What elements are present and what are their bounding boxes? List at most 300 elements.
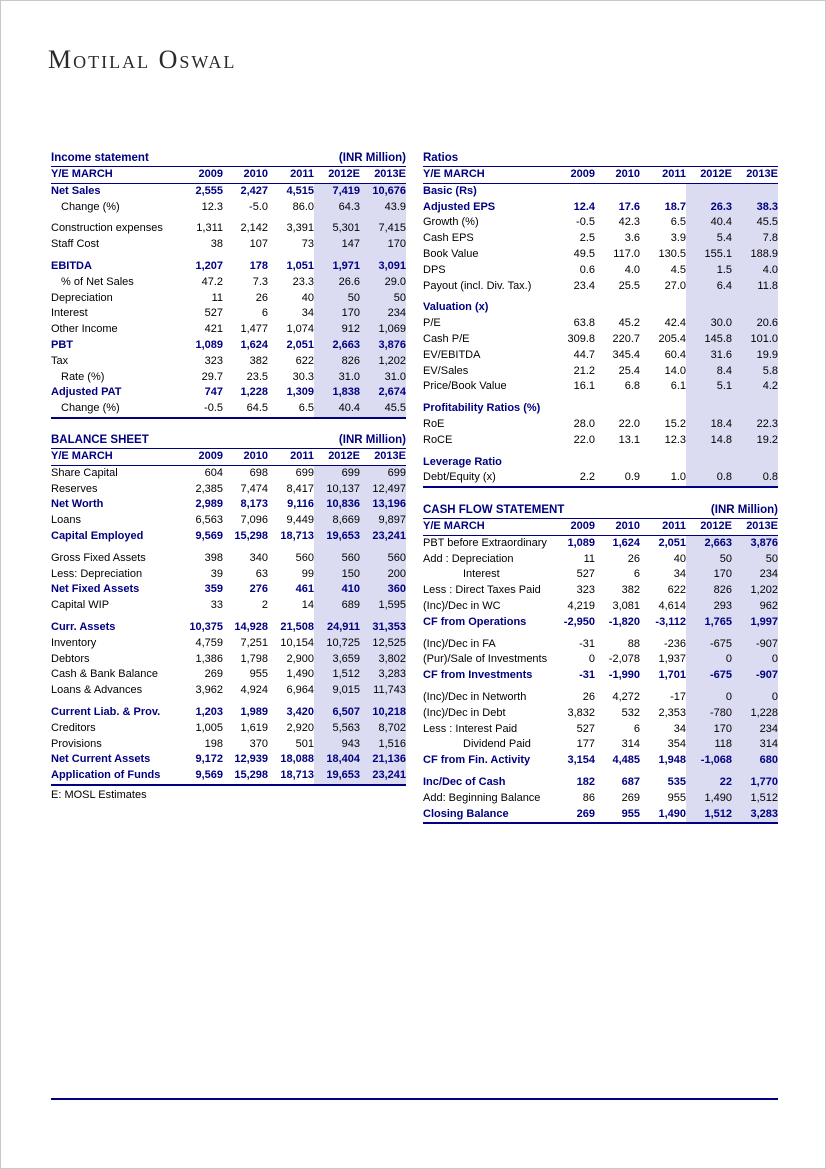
- cell-value: 2,900: [286, 652, 314, 665]
- table-row: [423, 263, 778, 279]
- row-label: Valuation (x): [423, 301, 489, 314]
- cell-value: 3,802: [360, 652, 406, 668]
- cell-value: 3,283: [732, 807, 778, 824]
- cell-value: 23.5: [246, 370, 268, 383]
- table-row: [423, 583, 778, 599]
- column-header: 2013E: [360, 449, 406, 466]
- table-row: [51, 401, 406, 418]
- table-unit: (INR Million): [338, 434, 406, 446]
- cell-value: 1,477: [240, 323, 268, 336]
- cell-value: [686, 455, 732, 471]
- cell-value: -31: [579, 637, 595, 650]
- cell-value: 50: [686, 552, 732, 568]
- cell-value: 26.6: [314, 275, 360, 291]
- row-label: Net Current Assets: [51, 753, 151, 766]
- cell-value: 118: [686, 737, 732, 753]
- cell-value: 1,089: [567, 536, 595, 549]
- cell-value: [640, 455, 686, 471]
- cell-value: 1,386: [195, 652, 223, 665]
- cell-value: 15,298: [234, 529, 268, 542]
- cell-value: 10,676: [360, 183, 406, 199]
- cell-value: 359: [204, 583, 223, 596]
- cell-value: 2,142: [240, 222, 268, 235]
- row-label: (Inc)/Dec in Networth: [423, 690, 527, 703]
- cell-value: [640, 183, 686, 199]
- cell-value: 1,202: [732, 583, 778, 599]
- cell-value: 117.0: [613, 247, 640, 260]
- cell-value: 276: [249, 583, 268, 596]
- cell-value: 0.9: [624, 471, 640, 484]
- cell-value: 20.6: [732, 316, 778, 332]
- cell-value: 1,228: [240, 386, 268, 399]
- cell-value: 699: [360, 465, 406, 481]
- table-row: [423, 775, 778, 791]
- financial-table: [423, 166, 778, 488]
- cell-value: 170: [360, 237, 406, 253]
- cell-value: 31.0: [360, 370, 406, 386]
- table-row: [423, 348, 778, 364]
- cell-value: 1,512: [686, 807, 732, 824]
- cell-value: 88: [627, 637, 640, 650]
- estimates-footnote: E: MOSL Estimates: [51, 788, 147, 801]
- cell-value: 6,563: [195, 514, 223, 527]
- row-label: Other Income: [51, 323, 118, 336]
- cell-value: 0.6: [579, 263, 595, 276]
- row-label: Profitability Ratios (%): [423, 402, 541, 415]
- row-label: Cash P/E: [423, 332, 470, 345]
- row-label: Capital WIP: [51, 599, 110, 612]
- cell-value: 370: [249, 737, 268, 750]
- cell-value: 1,490: [686, 791, 732, 807]
- table-row: [423, 215, 778, 231]
- cell-value: 9,015: [314, 683, 360, 699]
- column-header: 2010: [223, 167, 268, 184]
- column-header: 2010: [223, 449, 268, 466]
- cell-value: 360: [360, 582, 406, 598]
- cell-value: 1,948: [658, 754, 686, 767]
- column-header: 2013E: [732, 167, 778, 184]
- cell-value: -31: [579, 669, 595, 682]
- cell-value: 1,989: [240, 705, 268, 718]
- table-row: [51, 237, 406, 253]
- row-label: Rate (%): [61, 370, 105, 383]
- row-label: Less: Depreciation: [51, 567, 143, 580]
- cell-value: 340: [249, 551, 268, 564]
- cell-value: 4.0: [732, 263, 778, 279]
- cell-value: 1,309: [286, 386, 314, 399]
- row-label: Change (%): [61, 402, 120, 415]
- column-header: 2010: [595, 167, 640, 184]
- table-row: [423, 316, 778, 332]
- table-row: [423, 668, 778, 684]
- table-row: [423, 706, 778, 722]
- cell-value: 6,507: [314, 705, 360, 721]
- cell-value: 3,420: [286, 705, 314, 718]
- table-unit: (INR Million): [710, 504, 778, 516]
- table-row: [51, 221, 406, 237]
- cell-value: 30.3: [292, 370, 314, 383]
- cell-value: 220.7: [612, 332, 640, 345]
- cell-value: 31,353: [360, 620, 406, 636]
- cell-value: 23,241: [360, 768, 406, 785]
- cell-value: 6.5: [298, 402, 314, 415]
- financial-table: [51, 448, 406, 786]
- cell-value: 7,415: [360, 221, 406, 237]
- row-label: Net Sales: [51, 184, 101, 197]
- header-row: [51, 167, 406, 184]
- cell-value: 0: [686, 652, 732, 668]
- cell-value: 912: [314, 322, 360, 338]
- column-header: Y/E MARCH: [423, 519, 550, 536]
- table-row: [51, 306, 406, 322]
- cell-value: -1,990: [608, 669, 640, 682]
- cell-value: 18,713: [280, 769, 314, 782]
- table-title-bar: [51, 149, 406, 166]
- cell-value: 1,311: [196, 222, 223, 235]
- cell-value: 188.9: [732, 247, 778, 263]
- cell-value: 0.8: [686, 470, 732, 487]
- cell-value: 560: [295, 551, 314, 564]
- cell-value: 19,653: [314, 529, 360, 545]
- column-header: Y/E MARCH: [51, 449, 178, 466]
- cell-value: 8,173: [240, 498, 268, 511]
- row-label: RoE: [423, 417, 445, 430]
- column-header: Y/E MARCH: [423, 167, 550, 184]
- cell-value: 16.1: [573, 380, 595, 393]
- cell-value: 7,419: [314, 183, 360, 199]
- cell-value: 19,653: [314, 768, 360, 785]
- cell-value: 826: [686, 583, 732, 599]
- cell-value: 205.4: [658, 332, 686, 345]
- table-row: [423, 332, 778, 348]
- cell-value: -1,820: [608, 615, 640, 628]
- row-label: Provisions: [51, 737, 102, 750]
- cell-value: 1,089: [195, 338, 223, 351]
- cell-value: 40: [673, 552, 686, 565]
- column-header: 2009: [550, 167, 595, 184]
- cell-value: 4,614: [658, 599, 686, 612]
- cell-value: 4,515: [286, 184, 314, 197]
- cell-value: 8.4: [686, 364, 732, 380]
- cell-value: 699: [314, 465, 360, 481]
- table-row: [423, 753, 778, 769]
- cell-value: 86: [582, 791, 595, 804]
- cell-value: -5.0: [249, 200, 268, 213]
- cell-value: 63.8: [573, 317, 595, 330]
- cell-value: 7.3: [252, 275, 268, 288]
- cell-value: 13.1: [618, 433, 640, 446]
- column-header: 2013E: [360, 167, 406, 184]
- cell-value: 354: [667, 738, 686, 751]
- table-title-bar: [423, 501, 778, 518]
- cell-value: 1,490: [286, 668, 314, 681]
- cell-value: 11.8: [732, 279, 778, 295]
- table-row: [423, 231, 778, 247]
- cell-value: 1,997: [732, 615, 778, 631]
- cell-value: 14.0: [664, 364, 686, 377]
- cell-value: 2: [261, 599, 268, 612]
- cell-value: 22.0: [618, 417, 640, 430]
- cell-value: 7,474: [240, 482, 268, 495]
- cell-value: 9,172: [195, 753, 223, 766]
- table-row: [51, 667, 406, 683]
- row-label: Cash & Bank Balance: [51, 668, 159, 681]
- row-label: EV/EBITDA: [423, 348, 481, 361]
- table-row: [51, 582, 406, 598]
- cell-value: 699: [295, 466, 314, 479]
- row-label: Loans & Advances: [51, 684, 143, 697]
- table-row: [51, 636, 406, 652]
- cell-value: 345.4: [612, 348, 640, 361]
- cell-value: 234: [732, 567, 778, 583]
- cell-value: 49.5: [573, 247, 595, 260]
- cell-value: -907: [732, 668, 778, 684]
- cell-value: 747: [204, 386, 223, 399]
- table-title: Ratios: [423, 152, 459, 164]
- cell-value: 962: [732, 599, 778, 615]
- cell-value: 398: [204, 551, 223, 564]
- row-label: (Inc)/Dec in Debt: [423, 706, 506, 719]
- cell-value: 1.5: [686, 263, 732, 279]
- cell-value: 955: [249, 668, 268, 681]
- cell-value: 31.6: [686, 348, 732, 364]
- row-label: PBT: [51, 338, 73, 351]
- cell-value: 19.2: [732, 433, 778, 449]
- row-label: EV/Sales: [423, 364, 469, 377]
- cell-value: 73: [301, 238, 314, 251]
- cell-value: 269: [204, 668, 223, 681]
- cell-value: 8,669: [314, 513, 360, 529]
- table-row: [423, 737, 778, 753]
- cell-value: 4.5: [670, 263, 686, 276]
- cell-value: -0.5: [576, 216, 595, 229]
- cell-value: -2,078: [608, 653, 640, 666]
- row-label: Curr. Assets: [51, 620, 116, 633]
- table-row: [51, 354, 406, 370]
- cash-flow-table: [423, 501, 778, 824]
- table-row: [423, 200, 778, 216]
- cell-value: [640, 401, 686, 417]
- cell-value: 26: [582, 690, 595, 703]
- cell-value: 28.0: [573, 417, 595, 430]
- row-label: P/E: [423, 317, 441, 330]
- cell-value: -17: [670, 690, 686, 703]
- brand-logo: Motilal Oswal: [48, 45, 237, 74]
- cell-value: 6,964: [286, 684, 314, 697]
- cell-value: 4,759: [195, 636, 223, 649]
- cell-value: 1.0: [670, 471, 686, 484]
- table-unit: (INR Million): [338, 152, 406, 164]
- cell-value: 12.3: [201, 200, 223, 213]
- table-row: [51, 338, 406, 354]
- table-row: [423, 379, 778, 395]
- cell-value: 43.9: [360, 200, 406, 216]
- cell-value: -0.5: [204, 402, 223, 415]
- cell-value: 86.0: [292, 200, 314, 213]
- row-label: Price/Book Value: [423, 380, 507, 393]
- row-label: Construction expenses: [51, 222, 163, 235]
- cell-value: 560: [360, 551, 406, 567]
- cell-value: -3,112: [655, 615, 686, 628]
- cell-value: 24,911: [314, 620, 360, 636]
- row-label: Add : Depreciation: [423, 552, 514, 565]
- cell-value: 1,512: [314, 667, 360, 683]
- cell-value: 622: [667, 584, 686, 597]
- cell-value: 323: [576, 584, 595, 597]
- column-header: 2012E: [314, 449, 360, 466]
- row-label: (Inc)/Dec in WC: [423, 599, 501, 612]
- cell-value: 6.5: [670, 216, 686, 229]
- cell-value: 293: [686, 599, 732, 615]
- cell-value: 198: [204, 737, 223, 750]
- cell-value: 3,876: [360, 338, 406, 354]
- cell-value: [550, 455, 595, 471]
- row-label: Leverage Ratio: [423, 455, 502, 468]
- cell-value: 535: [667, 775, 686, 788]
- cell-value: 314: [621, 738, 640, 751]
- cell-value: [686, 300, 732, 316]
- cell-value: 23.4: [573, 279, 595, 292]
- table-row: [51, 275, 406, 291]
- cell-value: 421: [204, 323, 223, 336]
- cell-value: 3,154: [567, 754, 595, 767]
- row-label: Reserves: [51, 482, 98, 495]
- table-row: [51, 482, 406, 498]
- row-label: RoCE: [423, 433, 453, 446]
- row-label: Gross Fixed Assets: [51, 551, 146, 564]
- cell-value: 45.5: [360, 401, 406, 418]
- cell-value: 107: [249, 238, 268, 251]
- table-row: [51, 497, 406, 513]
- cell-value: 45.5: [732, 215, 778, 231]
- table-row: [51, 721, 406, 737]
- cell-value: 26: [627, 552, 640, 565]
- cell-value: -675: [686, 637, 732, 653]
- footer-divider: [51, 1098, 778, 1100]
- cell-value: 1,619: [240, 721, 268, 734]
- cell-value: -675: [686, 668, 732, 684]
- cell-value: 17.6: [618, 200, 640, 213]
- cell-value: 40.4: [314, 401, 360, 418]
- cell-value: 19.9: [732, 348, 778, 364]
- table-row: [51, 322, 406, 338]
- cell-value: 99: [301, 567, 314, 580]
- cell-value: 12,497: [360, 482, 406, 498]
- table-row: [423, 690, 778, 706]
- cell-value: [732, 455, 778, 471]
- table-row: [423, 807, 778, 824]
- cell-value: 178: [249, 259, 268, 272]
- financial-table: [423, 518, 778, 824]
- cell-value: 10,218: [360, 705, 406, 721]
- cell-value: 5.8: [732, 364, 778, 380]
- cell-value: 18.7: [664, 200, 686, 213]
- cell-value: 2,920: [286, 721, 314, 734]
- cell-value: 40.4: [686, 215, 732, 231]
- table-title: BALANCE SHEET: [51, 434, 149, 446]
- cell-value: 6.8: [624, 380, 640, 393]
- table-row: [51, 385, 406, 401]
- row-label: Adjusted PAT: [51, 386, 122, 399]
- cell-value: 18,088: [280, 753, 314, 766]
- cell-value: 9,897: [360, 513, 406, 529]
- cell-value: 0: [686, 690, 732, 706]
- cell-value: 64.3: [314, 200, 360, 216]
- cell-value: 200: [360, 567, 406, 583]
- cell-value: 382: [249, 354, 268, 367]
- cell-value: 27.0: [664, 279, 686, 292]
- cell-value: 29.7: [201, 370, 223, 383]
- row-label: Basic (Rs): [423, 184, 477, 197]
- table-title-bar: [423, 149, 778, 166]
- cell-value: 170: [314, 306, 360, 322]
- cell-value: 25.4: [618, 364, 640, 377]
- cell-value: 11: [211, 291, 223, 304]
- row-label: Current Liab. & Prov.: [51, 705, 161, 718]
- cell-value: 9,449: [286, 514, 314, 527]
- cell-value: 461: [295, 583, 314, 596]
- cell-value: -2,950: [563, 615, 595, 628]
- cell-value: 14.8: [686, 433, 732, 449]
- cell-value: [550, 300, 595, 316]
- cell-value: 1,595: [360, 598, 406, 614]
- financial-table: [51, 166, 406, 419]
- table-row: [423, 535, 778, 551]
- cell-value: 12.3: [664, 433, 686, 446]
- cell-value: 4,924: [240, 684, 268, 697]
- cell-value: 10,836: [314, 497, 360, 513]
- cell-value: 3,659: [314, 652, 360, 668]
- column-header: 2009: [550, 519, 595, 536]
- cell-value: 45.2: [618, 317, 640, 330]
- cell-value: 6: [261, 307, 268, 320]
- cell-value: 170: [686, 722, 732, 738]
- cell-value: 1,624: [240, 338, 268, 351]
- cell-value: 4,272: [612, 690, 640, 703]
- row-label: Adjusted EPS: [423, 200, 496, 213]
- table-row: [423, 279, 778, 295]
- row-label: Add: Beginning Balance: [423, 791, 541, 804]
- table-row: [51, 652, 406, 668]
- cell-value: 155.1: [686, 247, 732, 263]
- cell-value: 130.5: [658, 247, 686, 260]
- cell-value: 527: [576, 722, 595, 735]
- cell-value: 63: [255, 567, 268, 580]
- cell-value: [595, 183, 640, 199]
- cell-value: 943: [314, 737, 360, 753]
- cell-value: 38.3: [732, 200, 778, 216]
- cell-value: 2,674: [360, 385, 406, 401]
- row-label: CF from Investments: [423, 669, 533, 682]
- cell-value: 2,051: [286, 338, 314, 351]
- cell-value: 4.0: [624, 263, 640, 276]
- cell-value: [595, 455, 640, 471]
- cell-value: 6.4: [686, 279, 732, 295]
- cell-value: 1,516: [360, 737, 406, 753]
- cell-value: 1,051: [286, 259, 314, 272]
- cell-value: 826: [314, 354, 360, 370]
- ratios-table: [423, 149, 778, 488]
- cell-value: 622: [295, 354, 314, 367]
- cell-value: 314: [732, 737, 778, 753]
- cell-value: 9,569: [195, 769, 223, 782]
- cell-value: [686, 401, 732, 417]
- row-label: Payout (incl. Div. Tax.): [423, 279, 532, 292]
- column-header: 2011: [268, 449, 314, 466]
- cell-value: 1,770: [732, 775, 778, 791]
- row-label: PBT before Extraordinary: [423, 536, 547, 549]
- cell-value: 30.0: [686, 316, 732, 332]
